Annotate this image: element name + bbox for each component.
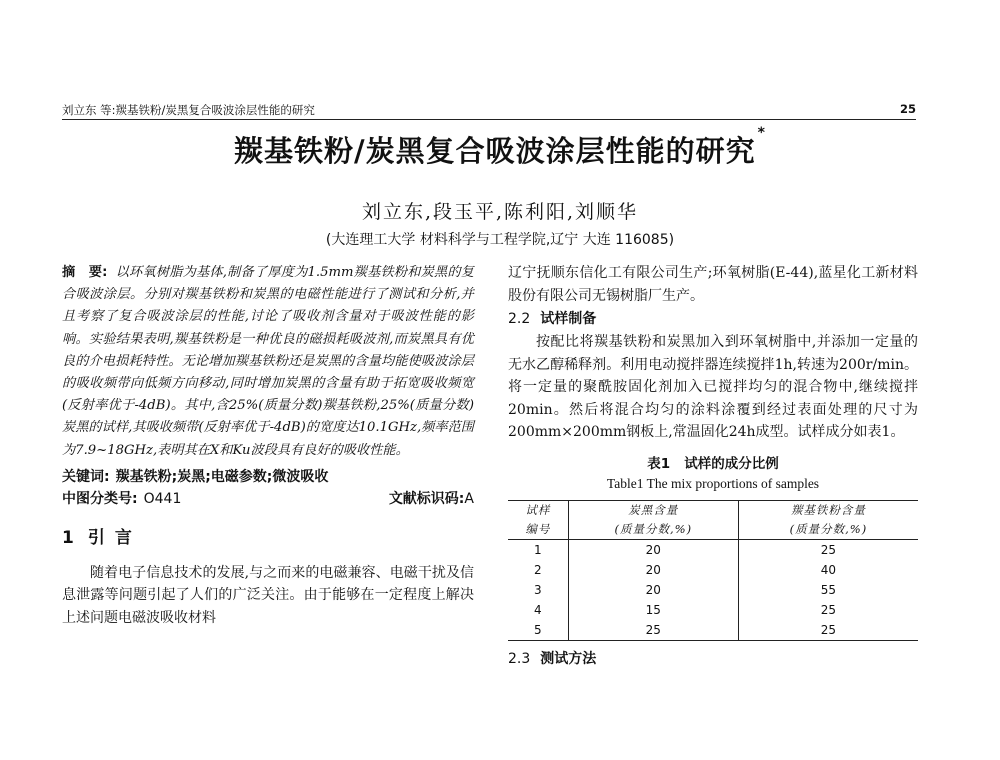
subsection-heading-2-2: [508, 307, 918, 331]
materials-paragraph: 辽宁抚顺东信化工有限公司生产;环氧树脂(E-44),蓝星化工新材料股份有限公司无锡树脂厂生产。: [508, 265, 918, 304]
table-cell: 4: [534, 602, 542, 617]
intro-paragraph: 随着电子信息技术的发展,与之而来的电磁兼容、电磁干扰及信息泄露等问题引起了人们的广泛关注。由于能够在一定程度上解决上述问题电磁波吸收材料: [62, 564, 474, 626]
table-cell: 40: [738, 560, 918, 580]
paper-title-text: 羰基铁粉/炭黑复合吸波涂层性能的研究: [234, 134, 756, 168]
document-code-value: A: [464, 490, 474, 507]
table-cell: 3: [534, 582, 542, 597]
table-cell: 25: [568, 620, 738, 641]
table-number: 表1: [647, 455, 671, 472]
left-column: [62, 262, 474, 629]
table-cell: 2: [534, 562, 542, 577]
keywords: [62, 466, 474, 488]
table-cell: 5: [508, 620, 568, 641]
table-header-row: [508, 520, 918, 540]
keywords-label: 关键词:: [62, 468, 110, 485]
table-row: [508, 620, 918, 641]
table-row: [508, 580, 918, 600]
section-number: 1: [62, 527, 74, 548]
header-carbon-black-sub: (质量分数,%): [568, 520, 738, 540]
section-title: 引言: [87, 527, 142, 548]
paper-title: [0, 125, 1000, 170]
table-header-row: [508, 500, 918, 520]
document-code: [389, 488, 474, 510]
table-cell: 20: [568, 560, 738, 580]
header-sample: 试样: [508, 500, 568, 520]
table-cell: 25: [738, 620, 918, 641]
classification-label: 中图分类号:: [62, 490, 138, 507]
page-number: 25: [899, 102, 916, 116]
right-column: [508, 262, 918, 671]
table-caption-cn: [508, 454, 918, 474]
running-title: 刘立东 等:羰基铁粉/炭黑复合吸波涂层性能的研究: [62, 103, 315, 117]
header-carbon-black: 炭黑含量: [568, 500, 738, 520]
table-cell: 1: [534, 542, 542, 557]
table-cell: 20: [568, 539, 738, 560]
subsection-title: 测试方法: [540, 650, 597, 667]
abstract: [62, 262, 474, 462]
header-carbonyl-iron-sub: (质量分数,%): [738, 520, 918, 540]
classification-value: O441: [143, 490, 182, 507]
abstract-label: 摘 要:: [62, 265, 108, 280]
table-cell: 15: [568, 600, 738, 620]
header-carbonyl-iron: 羰基铁粉含量: [738, 500, 918, 520]
table-row: [508, 539, 918, 560]
section-heading-1: [62, 524, 474, 552]
table-cell: 25: [738, 539, 918, 560]
running-header: [62, 101, 916, 120]
subsection-number: 2.3: [508, 650, 531, 667]
subsection-title: 试样制备: [540, 311, 597, 327]
subsection-heading-2-3: [508, 647, 918, 671]
keywords-value: 羰基铁粉;炭黑;电磁参数;微波吸收: [115, 468, 329, 485]
document-code-label: 文献标识码:: [388, 490, 465, 507]
header-sample-sub: 编号: [508, 520, 568, 540]
preparation-paragraph: 按配比将羰基铁粉和炭黑加入到环氧树脂中,并添加一定量的无水乙醇稀释剂。利用电动搅拌器连续搅拌1h,转速为200r/min。将一定量的聚酰胺固化剂加入已搅拌均匀的混合物中,继续搅拌20min。然后将混合均匀的涂料涂覆到经过表面处理的尺寸为200mm×200mm钢板上,常温固化24h成型。试样成分如表1。: [508, 334, 918, 440]
mix-proportions-table: [508, 500, 918, 641]
table-caption-en: Table1 The mix proportions of samples: [606, 475, 820, 491]
table-row: [508, 600, 918, 620]
table-cell: 20: [568, 580, 738, 600]
table-caption-text: 试样的成分比例: [684, 455, 779, 472]
affiliation: (大连理工大学 材料科学与工程学院,辽宁 大连 116085): [325, 232, 675, 248]
table-cell: 55: [738, 580, 918, 600]
subsection-number: 2.2: [508, 311, 531, 327]
abstract-text: 以环氧树脂为基体,制备了厚度为1.5mm羰基铁粉和炭黑的复合吸波涂层。分别对羰基铁粉和炭黑的电磁性能进行了测试和分析,并且考察了复合吸波涂层的性能,讨论了吸收剂含量对于吸波性能的影响。实验结果表明,羰基铁粉是一种优良的磁损耗吸波剂,而炭黑具有优良的介电损耗特性。无论增加羰基铁粉还是炭黑的含量均能使吸波涂层的吸收频带向低频方向移动,同时增加炭黑的含量有助于拓宽吸收频宽(反射率优于-4dB)。其中,含25%(质量分数)羰基铁粉,25%(质量分数)炭黑的试样,其吸收频带(反射率优于-4dB)的宽度达10.1GHz,频率范围为7.9~18GHz,表明其在X和Ku波段具有良好的吸收性能。: [62, 265, 474, 458]
classification-line: [62, 488, 474, 510]
author-list: 刘立东,段玉平,陈利阳,刘顺华: [361, 201, 639, 223]
title-footnote-mark: *: [757, 125, 766, 141]
table-row: [508, 560, 918, 580]
table-cell: 25: [738, 600, 918, 620]
